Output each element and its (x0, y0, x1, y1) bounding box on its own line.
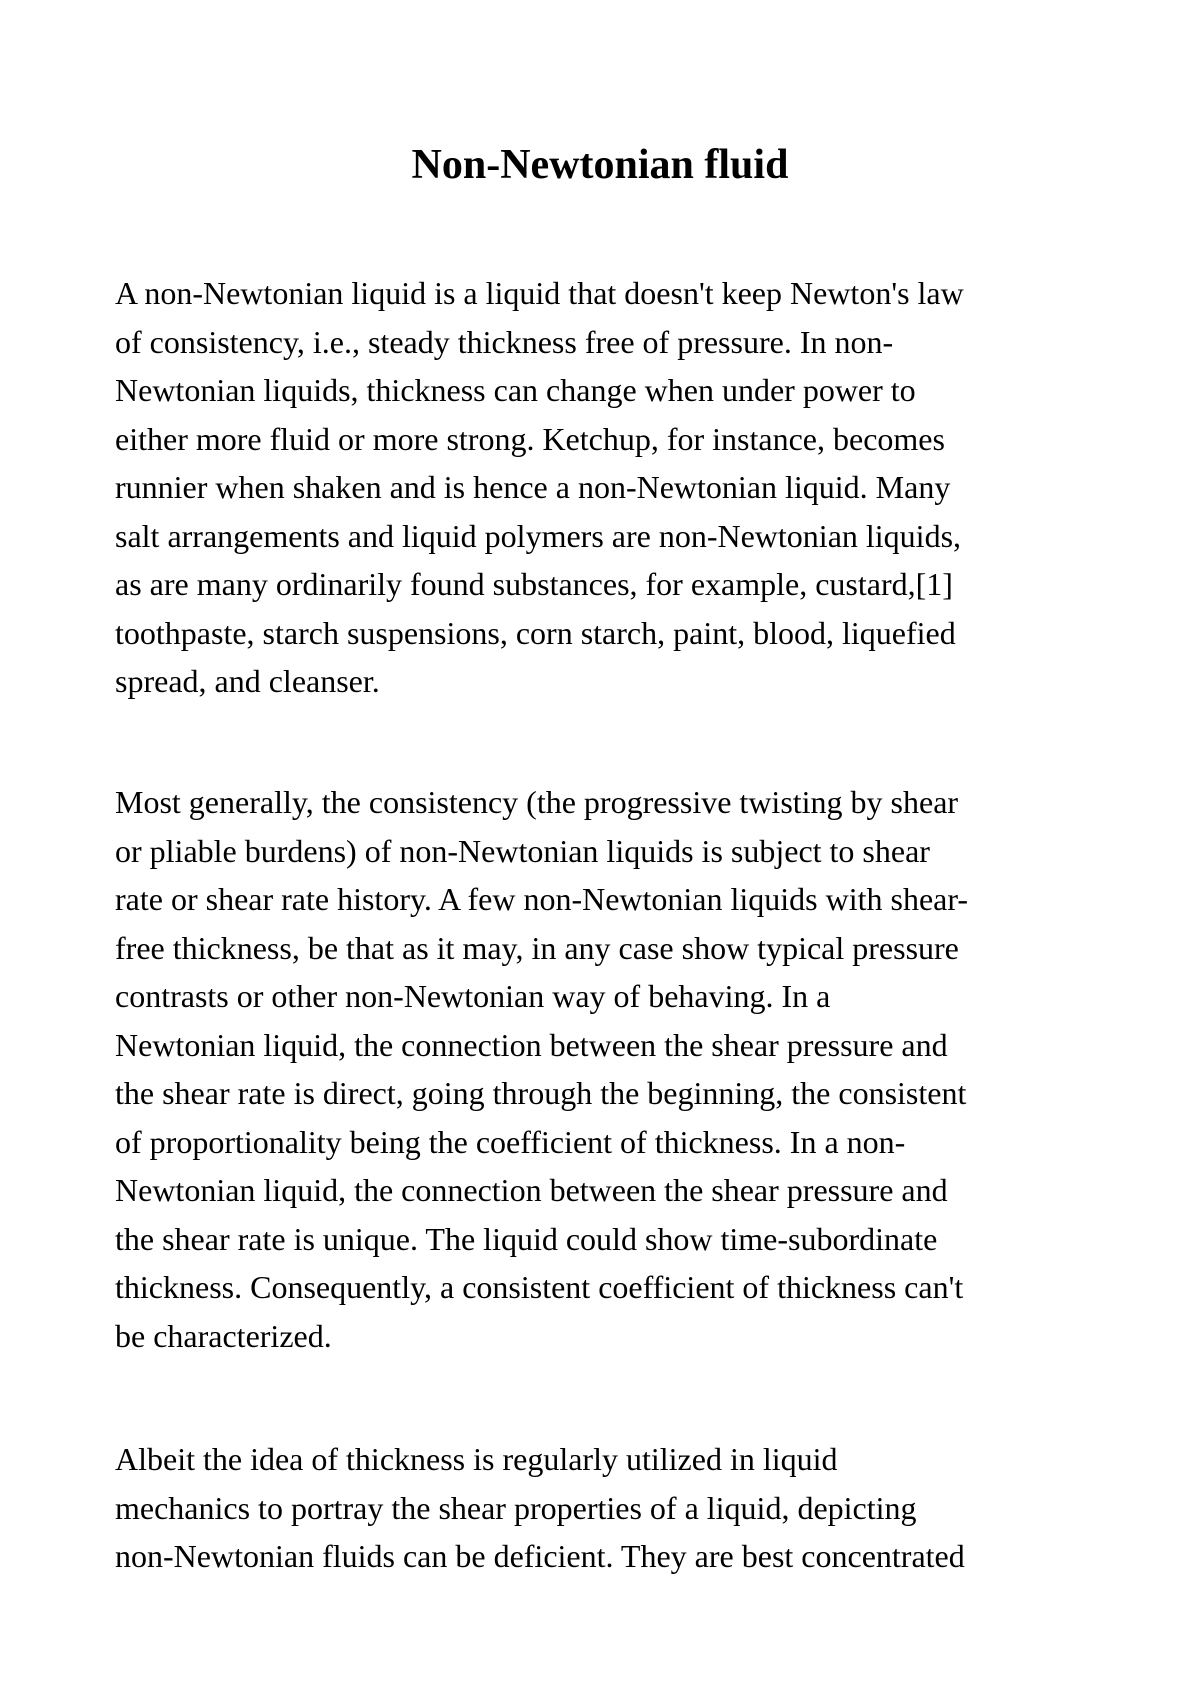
paragraph-line: runnier when shaken and is hence a non-Newtonian liquid. Many (115, 469, 951, 505)
paragraph-line: contrasts or other non-Newtonian way of behaving. In a (115, 978, 831, 1014)
paragraph-line: Albeit the idea of thickness is regularly utilized in liquid (115, 1441, 838, 1477)
paragraph-line: either more fluid or more strong. Ketchup, for instance, becomes (115, 420, 945, 457)
paragraph-line: toothpaste, starch suspensions, corn starch, paint, blood, liquefied (115, 614, 956, 651)
paragraph-line: rate or shear rate history. A few non-Newtonian liquids with shear- (115, 881, 969, 917)
paragraph-2 (115, 778, 1115, 1360)
paragraph-3 (115, 1435, 1115, 1581)
paragraph-line: A non-Newtonian liquid is a liquid that doesn't keep Newton's law (115, 275, 964, 311)
paragraph-line: salt arrangements and liquid polymers are non-Newtonian liquids, (115, 517, 962, 554)
paragraph-line: the shear rate is direct, going through the beginning, the consistent (115, 1075, 967, 1111)
paragraph-line: Newtonian liquid, the connection between the shear pressure and (115, 1026, 948, 1063)
paragraph-line: Newtonian liquid, the connection between the shear pressure and (115, 1172, 948, 1208)
paragraph-line: mechanics to portray the shear properties of a liquid, depicting (115, 1489, 917, 1526)
paragraph-line: spread, and cleanser. (115, 663, 380, 699)
paragraph-line: Newtonian liquids, thickness can change when under power to (115, 372, 916, 408)
paragraph-line: be characterized. (115, 1317, 332, 1354)
paragraph-line: free thickness, be that as it may, in any case show typical pressure (115, 929, 959, 966)
page-title: Non-Newtonian fluid (411, 142, 789, 188)
paragraph-line: thickness. Consequently, a consistent coefficient of thickness can't (115, 1269, 964, 1305)
paragraph-line: as are many ordinarily found substances, for example, custard,[1] (115, 566, 953, 602)
paragraph-line: Most generally, the consistency (the progressive twisting by shear (115, 784, 959, 820)
paragraph-line: the shear rate is unique. The liquid could show time-subordinate (115, 1220, 938, 1257)
paragraph-line: non-Newtonian fluids can be deficient. They are best concentrated (115, 1538, 965, 1574)
paragraph-line: of consistency, i.e., steady thickness free of pressure. In non- (115, 323, 894, 360)
paragraph-1 (115, 269, 1115, 706)
paragraph-line: or pliable burdens) of non-Newtonian liquids is subject to shear (115, 832, 930, 869)
paragraph-line: of proportionality being the coefficient of thickness. In a non- (115, 1123, 906, 1160)
